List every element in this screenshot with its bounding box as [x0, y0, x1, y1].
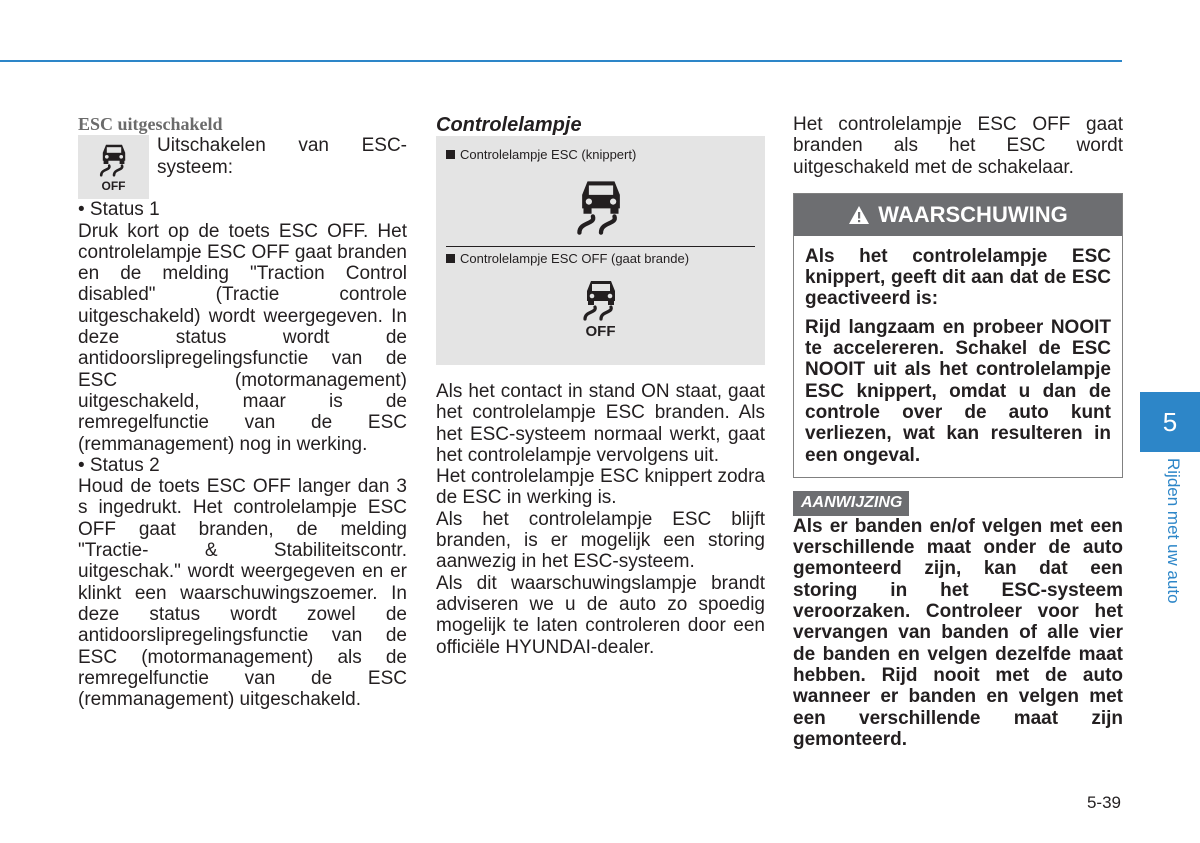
esc-off-intro: Het controlelampje ESC OFF gaat branden als het ESC wordt uitgeschakeld met de schakelaar.	[793, 114, 1123, 178]
column-warning	[793, 114, 1123, 750]
warning-para-1: Als het controlelampje ESC knippert, geeft dit aan dat de ESC geactiveerd is:	[805, 245, 1111, 310]
status-2-text: Houd de toets ESC OFF langer dan 3 s ingedrukt. Het controlelampje ESC OFF gaat branden, de melding "Tractie- & Stabiliteitscontr. uitgeschak." wordt weergegeven en er klinkt een waarschuwingszoemer. In deze status wordt zowel de antidoorslipregelingsfunctie van de ESC (motormanagement) als de remregelfunctie van de ESC (remmanagement) uitgeschakeld.	[78, 476, 407, 711]
indicator-para-4: Als dit waarschuwingslampje brandt adviseren we u de auto zo spoedig mogelijk te laten controleren door een officiële HYUNDAI-dealer.	[436, 572, 765, 658]
indicator-caption-2	[446, 247, 755, 266]
indicator-box	[436, 136, 765, 365]
section-title: ESC uitgeschakeld	[78, 114, 223, 134]
bullet-square-icon	[446, 150, 455, 159]
esc-car-skid-icon	[574, 176, 628, 238]
note-label: AANWIJZING	[793, 491, 909, 516]
esc-off-icon	[78, 135, 149, 199]
indicator-caption-1	[446, 136, 755, 162]
status-1-heading: • Status 1	[78, 199, 160, 221]
column-indicator	[436, 114, 765, 658]
indicator-para-2: Het controlelampje ESC knippert zodra de ESC in werking is.	[436, 466, 765, 509]
warning-title: WAARSCHUWING	[878, 202, 1068, 228]
warning-para-2: Rijd langzaam en probeer NOOIT te accelereren. Schakel de ESC NOOIT uit als het controlelampje ESC knippert, omdat u dan de controle over de auto kunt verliezen, wat kan resulteren in een ongeval.	[805, 316, 1111, 466]
caption-2-text: Controlelampje ESC OFF (gaat brande)	[460, 251, 690, 266]
indicator-para-3: Als het controlelampje ESC blijft branden, is er mogelijk een storing aanwezig in het ESC-systeem.	[436, 508, 765, 573]
off-label: OFF	[585, 323, 616, 340]
off-label: OFF	[101, 179, 126, 194]
chapter-title-text: Rijden met uw auto	[1164, 458, 1183, 604]
status-1-text: Druk kort op de toets ESC OFF. Het controlelampje ESC OFF gaat branden en de melding "Traction Control disabled" (Tractie controle uitgeschakeld) wordt weergegeven. In deze status wordt de antidoorslipregelingsfunctie van de ESC (motormanagement) uitgeschakeld, maar is de remregelfunctie van de ESC (remmanagement) nog in werking.	[78, 220, 407, 455]
chapter-title	[1155, 458, 1185, 618]
caption-1-text: Controlelampje ESC (knippert)	[460, 147, 637, 162]
esc-car-skid-icon	[98, 141, 130, 179]
column-esc-off	[78, 114, 407, 710]
page-number: 5-39	[1086, 793, 1121, 812]
bullet-square-icon	[446, 254, 455, 263]
icon-caption: Uitschakelen van ESC-systeem:	[157, 135, 407, 178]
status-2-heading: • Status 2	[78, 454, 160, 476]
indicator-title: Controlelampje	[436, 114, 582, 136]
warning-body	[794, 236, 1122, 477]
warning-triangle-icon	[848, 205, 870, 225]
chapter-tab: 5	[1140, 392, 1200, 452]
esc-icon	[446, 176, 755, 238]
warning-box	[793, 193, 1123, 478]
icon-row	[78, 135, 407, 199]
esc-car-skid-icon	[581, 277, 621, 323]
note-text: Als er banden en/of velgen met een verschillende maat onder de auto gemonteerd zijn, kan dat een storing in het ESC-systeem veroorzaken. Controleer voor het vervangen van banden of alle vier de banden en velgen dezelfde maat hebben. Rijd nooit met de auto wanneer er banden en velgen met een verschillende maat zijn gemonteerd.	[793, 515, 1123, 750]
warning-header	[794, 194, 1122, 236]
esc-off-icon	[446, 277, 755, 340]
top-rule	[0, 60, 1122, 62]
indicator-para-1: Als het contact in stand ON staat, gaat het controlelampje ESC branden. Als het ESC-systeem normaal werkt, gaat het controlelampje vervolgens uit.	[436, 381, 765, 466]
